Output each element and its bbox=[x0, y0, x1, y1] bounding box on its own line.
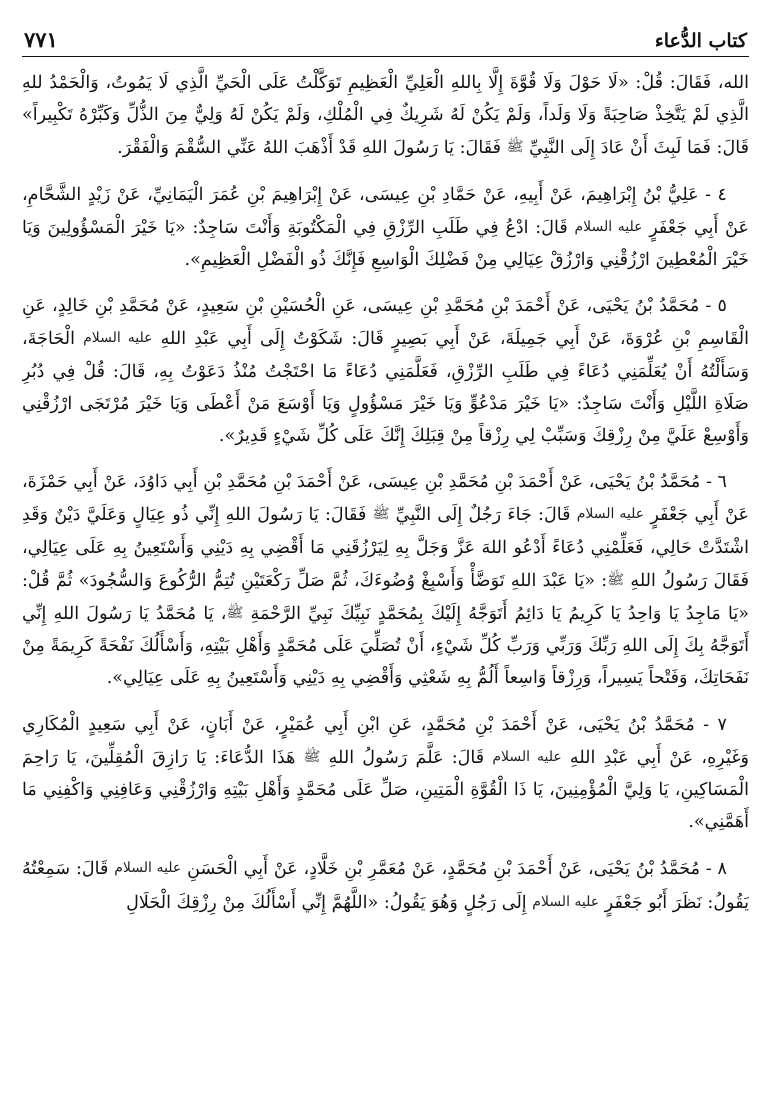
paragraph-text: فَقَالَ: يَا رَسُولَ اللهِ قَدْ أَذْهَبَ اللهُ عَنِّي السُّقْمَ وَالْفَقْرَ. bbox=[117, 138, 507, 159]
salutation-glyph: ﷺ bbox=[506, 139, 524, 156]
paragraph-text: ٨ - مُحَمَّدُ بْنُ يَحْيَى، عَنْ أَحْمَدَ بْنِ مُحَمَّدٍ، عَنْ مُعَمَّرِ بْنِ خَلَّادٍ، عَنْ أَبِي الْحَسَنِ bbox=[181, 859, 727, 880]
salutation-glyph: ﷺ bbox=[303, 748, 321, 765]
running-head bbox=[22, 18, 749, 57]
hadith-paragraph bbox=[22, 67, 749, 165]
paragraph-text: الْحَاجَةَ، وَسَأَلْتُهُ أَنْ يُعَلِّمَنِي دُعَاءً فِي طَلَبِ الرِّزْقِ، فَعَلَّمَنِي دُعَاءً مَا احْتَجْتُ مُنْذُ دَعَوْتُ بِهِ، قَالَ: قُلْ فِي دُبُرِ صَلَاةِ اللَّيْلِ وَأَنْتَ سَاجِدٌ: «يَا خَيْرَ مَدْعُوٍّ وَيَا خَيْرَ مَسْؤُولٍ وَيَا أَوْسَعَ مَنْ أَعْطَى وَيَا خَيْرَ مُرْتَجَى ارْزُقْنِي وَأَوْسِعْ عَلَيَّ مِنْ رِزْقِكَ وَسَبِّبْ لِي رِزْقاً مِنْ قِبَلِكَ إِنَّكَ عَلَى كُلِّ شَيْءٍ قَدِيرٌ». bbox=[22, 329, 749, 447]
hadith-paragraph bbox=[22, 709, 749, 839]
paragraph-text: فَقَالَ: يَا رَسُولَ اللهِ إِنِّي ذُو عِيَالٍ وَعَلَيَّ دَيْنٌ وَقَدِ اشْتَدَّتْ حَالِي، فَعَلِّمْنِي دُعَاءً أَدْعُو اللهَ عَزَّ وَجَلَّ بِهِ لِيَرْزُقَنِي مَا أَقْضِي بِهِ دَيْنِي وَأَسْتَعِينُ بِهِ عَلَى عِيَالِي، فَقَالَ رَسُولُ اللهِ bbox=[22, 505, 749, 591]
paragraph-text: ٧ - مُحَمَّدُ بْنُ يَحْيَى، عَنْ أَحْمَدَ بْنِ مُحَمَّدٍ، عَنِ ابْنِ أَبِي عُمَيْرٍ، عَنْ أَبَانٍ، عَنْ أَبِي سَعِيدٍ الْمُكَارِي وَغَيْرِهِ، عَنْ أَبِي عَبْدِ اللهِ bbox=[22, 714, 749, 768]
paragraph-text: ٤ - عَلِيُّ بْنُ إِبْرَاهِيمَ، عَنْ أَبِيهِ، عَنْ حَمَّادِ بْنِ عِيسَى، عَنْ إِبْرَاهِيمَ بْنِ عُمَرَ الْيَمَانِيِّ، عَنْ زَيْدٍ الشَّحَّامِ، عَنْ أَبِي جَعْفَرٍ bbox=[22, 184, 749, 238]
salutation-glyph: عليه السلام bbox=[492, 748, 562, 765]
paragraph-text: قَالَ: جَاءَ رَجُلٌ إِلَى النَّبِيِّ bbox=[389, 505, 577, 526]
paragraph-text: : «يَا عَبْدَ اللهِ تَوَضَّأْ وَأَسْبِغْ وُضُوءَكَ، ثُمَّ صَلِّ رَكْعَتَيْنِ تُتِمُّ الرُّكُوعَ وَالسُّجُودَ» ثُمَّ قُلْ: «يَا مَاجِدُ يَا وَاحِدُ يَا كَرِيمُ يَا دَائِمُ أَتَوَجَّهُ إِلَيْكَ بِمُحَمَّدٍ نَبِيِّكَ نَبِيِّ الرَّحْمَةِ bbox=[22, 570, 749, 625]
salutation-glyph: عليه السلام bbox=[576, 506, 645, 523]
salutation-glyph: ﷺ bbox=[372, 506, 390, 523]
salutation-glyph: عليه السلام bbox=[574, 218, 643, 235]
salutation-glyph: عليه السلام bbox=[532, 893, 600, 910]
salutation-glyph: ﷺ bbox=[226, 605, 244, 622]
paragraph-text: ، يَا مُحَمَّدُ يَا رَسُولَ اللهِ إِنِّي أَتَوَجَّهُ بِكَ إِلَى اللهِ رَبِّكَ وَرَبِّي وَرَبِّ كُلِّ شَيْءٍ، أَنْ تُصَلِّيَ عَلَى مُحَمَّدٍ وَأَهْلِ بَيْتِهِ، وَأَسْأَلُكَ نَفْحَةً كَرِيمَةً مِنْ نَفَحَاتِكَ، وَفَتْحاً يَسِيراً، وَرِزْقاً وَاسِعاً أَلُمُّ بِهِ شَعْثِي وَأَقْضِي بِهِ دَيْنِي وَأَسْتَعِينُ بِهِ عَلَى عِيَالِي». bbox=[22, 604, 749, 689]
page-number: ٧٧١ bbox=[24, 27, 58, 52]
salutation-glyph: ﷺ bbox=[607, 571, 625, 588]
paragraph-text: ٦ - مُحَمَّدُ بْنُ يَحْيَى، عَنْ أَحْمَدَ بْنِ مُحَمَّدِ بْنِ عِيسَى، عَنْ أَحْمَدَ بْنِ مُحَمَّدِ بْنِ أَبِي دَاوُدَ، عَنْ أَبِي حَمْزَةَ، عَنْ أَبِي جَعْفَرٍ bbox=[22, 472, 749, 526]
paragraph-text: إِلَى رَجُلٍ وَهُوَ يَقُولُ: «اللَّهُمَّ إِنِّي أَسْأَلُكَ مِنْ رِزْقِكَ الْحَلَالِ bbox=[126, 892, 533, 913]
paragraph-text: قَالَ: سَمِعْتُهُ يَقُولُ: نَظَرَ أَبُو جَعْفَرٍ bbox=[22, 859, 749, 913]
paragraph-text: قَالَ: عَلَّمَ رَسُولُ اللهِ bbox=[320, 747, 493, 768]
book-page bbox=[22, 18, 749, 1103]
body-text bbox=[22, 67, 749, 919]
paragraph-text: ٥ - مُحَمَّدُ بْنُ يَحْيَى، عَنْ أَحْمَدَ بْنِ مُحَمَّدِ بْنِ عِيسَى، عَنِ الْحُسَيْنِ بْنِ سَعِيدٍ، عَنْ مُحَمَّدِ بْنِ خَالِدٍ، عَنِ الْقَاسِمِ بْنِ عُرْوَةَ، عَنْ أَبِي جَمِيلَةَ، عَنْ أَبِي بَصِيرٍ قَالَ: شَكَوْتُ إِلَى أَبِي عَبْدِ اللهِ bbox=[22, 296, 749, 350]
book-title: كتاب الدُّعاء bbox=[654, 30, 747, 52]
salutation-glyph: عليه السلام bbox=[114, 860, 182, 877]
hadith-paragraph bbox=[22, 852, 749, 918]
paragraph-text: الله، فَقَالَ: قُلْ: «لَا حَوْلَ وَلَا قُوَّةَ إِلَّا بِاللهِ الْعَلِيِّ الْعَظِيمِ تَوَكَّلْتُ عَلَى الْحَيِّ الَّذِي لَا يَمُوتُ، وَالْحَمْدُ للهِ الَّذِي لَمْ يَتَّخِذْ صَاحِبَةً وَلَا وَلَداً، وَلَمْ يَكُنْ لَهُ شَرِيكٌ فِي الْمُلْكِ، وَلَمْ يَكُنْ لَهُ وَلِيٌّ مِنَ الذُّلِّ وَكَبِّرْهُ تَكْبِيراً» قَالَ: فَمَا لَبِثَ أَنْ عَادَ إِلَى النَّبِيِّ bbox=[22, 73, 749, 159]
paragraph-text: قَالَ: ادْعُ فِي طَلَبِ الرِّزْقِ فِي الْمَكْتُوبَةِ وَأَنْتَ سَاجِدٌ: «يَا خَيْرَ الْمَسْؤُولِينَ وَيَا خَيْرَ الْمُعْطِينَ ارْزُقْنِي وَارْزُقْ عِيَالِي مِنْ فَضْلِكَ الْوَاسِعِ فَإِنَّكَ ذُو الْفَضْلِ الْعَظِيمِ». bbox=[22, 217, 749, 271]
hadith-paragraph bbox=[22, 179, 749, 277]
hadith-paragraph bbox=[22, 290, 749, 452]
paragraph-text: هَذَا الدُّعَاءَ: يَا رَازِقَ الْمُقِلِّينَ، يَا رَاحِمَ الْمَسَاكِينِ، يَا وَلِيَّ الْمُؤْمِنِينَ، يَا ذَا الْقُوَّةِ الْمَتِينِ، صَلِّ عَلَى مُحَمَّدٍ وَأَهْلِ بَيْتِهِ وَارْزُقْنِي وَعَافِنِي وَاكْفِنِي مَا أَهَمَّنِي». bbox=[22, 747, 749, 833]
hadith-paragraph bbox=[22, 466, 749, 694]
salutation-glyph: عليه السلام bbox=[83, 330, 153, 347]
